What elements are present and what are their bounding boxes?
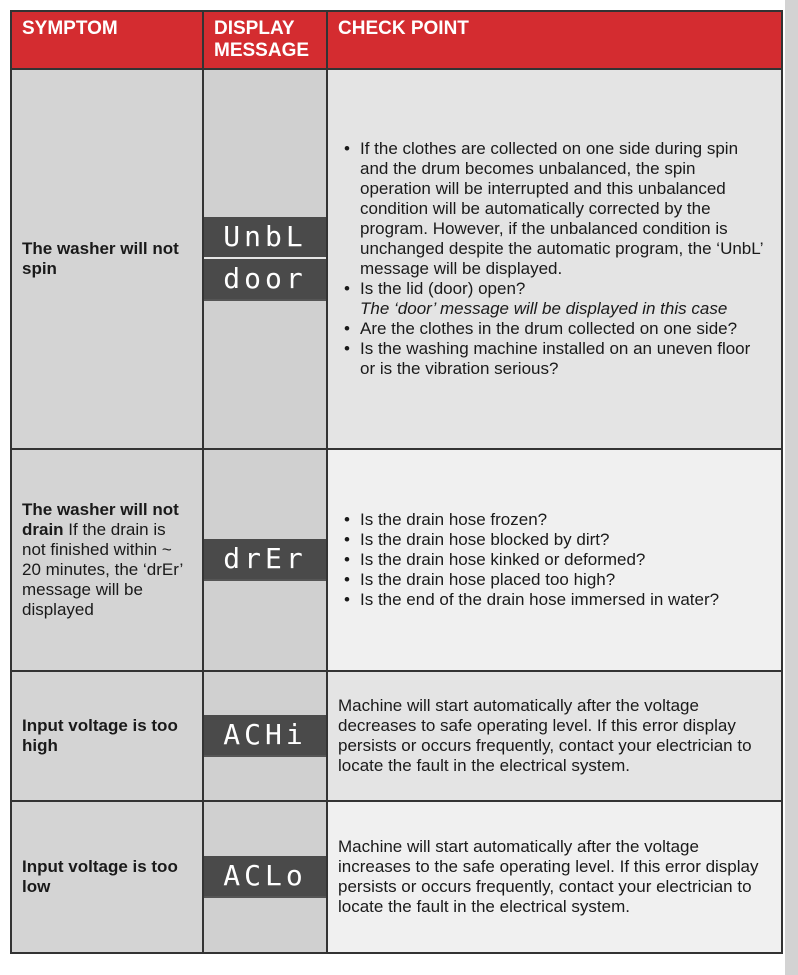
lcd-display-unbl: UnbL bbox=[204, 217, 326, 259]
symptom-detail: If the drain is not finished within ~ 20 minutes, the ‘drEr’ message will be displayed bbox=[22, 520, 183, 619]
check-point-cell bbox=[327, 69, 782, 449]
row-not-drain bbox=[11, 449, 782, 671]
list-item bbox=[338, 279, 769, 319]
row-voltage-high bbox=[11, 671, 782, 801]
lcd-display-aclo: ACLo bbox=[204, 856, 326, 898]
header-row bbox=[11, 11, 782, 69]
symptom-cell bbox=[11, 801, 203, 953]
symptom-cell bbox=[11, 671, 203, 801]
header-display-line2: MESSAGE bbox=[214, 40, 310, 61]
check-list bbox=[338, 139, 769, 379]
header-display-message bbox=[203, 11, 327, 69]
display-cell bbox=[203, 671, 327, 801]
lcd-display-door: door bbox=[204, 259, 326, 301]
list-item-text: • Is the lid (door) open? bbox=[360, 279, 526, 298]
list-item: • Is the drain hose placed too high? bbox=[338, 570, 769, 590]
display-cell bbox=[203, 801, 327, 953]
lcd-display-achi: ACHi bbox=[204, 715, 326, 757]
check-text: Machine will start automatically after the voltage increases to the safe operating level. If this error display persists or occurs frequently, contact your electrician to locate the fault in the electrical system. bbox=[338, 837, 759, 916]
symptom-cell bbox=[11, 69, 203, 449]
check-text: Machine will start automatically after the voltage decreases to safe operating level. If this error display persists or occurs frequently, contact your electrician to locate the fault in the electrical system. bbox=[338, 696, 752, 775]
troubleshooting-table bbox=[10, 10, 783, 954]
list-item: • If the clothes are collected on one side during spin and the drum becomes unbalanced, the spin operation will be interrupted and this unbalanced condition will be automatically corrected by the program. However, if the unbalanced condition is unchanged despite the automatic program, the ‘UnbL’ message will be displayed. bbox=[338, 139, 769, 279]
right-margin-band bbox=[785, 0, 798, 975]
row-voltage-low bbox=[11, 801, 782, 953]
symptom-cell bbox=[11, 449, 203, 671]
check-point-cell bbox=[327, 671, 782, 801]
list-item: • Are the clothes in the drum collected on one side? bbox=[338, 319, 769, 339]
list-item: • Is the drain hose kinked or deformed? bbox=[338, 550, 769, 570]
header-display-line1: DISPLAY bbox=[214, 18, 295, 39]
row-not-spin bbox=[11, 69, 782, 449]
symptom-bold: Input voltage is too low bbox=[22, 857, 178, 896]
header-check-point: CHECK POINT bbox=[327, 11, 782, 69]
symptom-bold: The washer will not spin bbox=[22, 239, 179, 278]
list-item: • Is the drain hose frozen? bbox=[338, 510, 769, 530]
symptom-bold: The washer will not drain bbox=[22, 500, 179, 539]
display-cell bbox=[203, 449, 327, 671]
check-list bbox=[338, 510, 769, 610]
check-point-cell bbox=[327, 801, 782, 953]
display-cell bbox=[203, 69, 327, 449]
list-item: • Is the washing machine installed on an uneven floor or is the vibration serious? bbox=[338, 339, 769, 379]
lcd-display-drer: drEr bbox=[204, 539, 326, 581]
header-symptom: SYMPTOM bbox=[11, 11, 203, 69]
list-item: • Is the end of the drain hose immersed in water? bbox=[338, 590, 769, 610]
list-item: • Is the drain hose blocked by dirt? bbox=[338, 530, 769, 550]
door-note: The ‘door’ message will be displayed in this case bbox=[360, 299, 728, 318]
check-point-cell bbox=[327, 449, 782, 671]
symptom-bold: Input voltage is too high bbox=[22, 716, 178, 755]
